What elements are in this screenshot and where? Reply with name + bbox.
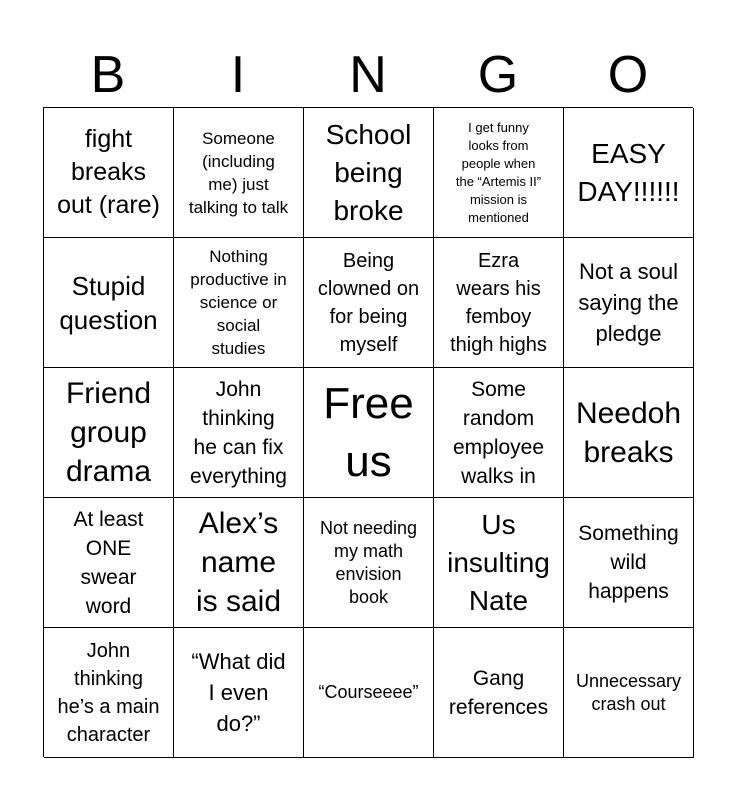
bingo-cell[interactable] — [434, 108, 564, 238]
bingo-cell[interactable] — [434, 238, 564, 368]
bingo-cell-text: Not needing my math envision book — [319, 517, 418, 607]
bingo-board — [43, 107, 693, 757]
free-space-text: Free us — [323, 378, 414, 486]
bingo-title — [43, 44, 693, 106]
bingo-cell[interactable] — [44, 498, 174, 628]
bingo-cell[interactable] — [174, 108, 304, 238]
bingo-cell[interactable] — [44, 108, 174, 238]
bingo-cell[interactable] — [174, 238, 304, 368]
bingo-cell-text: Unnecessary crash out — [575, 670, 682, 714]
bingo-cell[interactable] — [44, 628, 174, 758]
title-letter-o: O — [607, 46, 649, 104]
bingo-cell-text: Ezra wears his femboy thigh highs — [450, 249, 547, 356]
bingo-cell[interactable] — [174, 368, 304, 498]
bingo-cell[interactable] — [44, 238, 174, 368]
bingo-cell[interactable] — [304, 238, 434, 368]
bingo-cell-text: I get funny looks from people when the “Artemis II” mission is mentioned — [455, 119, 542, 225]
bingo-cell[interactable] — [174, 498, 304, 628]
bingo-cell-text: Something wild happens — [578, 522, 679, 603]
bingo-cell[interactable] — [564, 368, 694, 498]
bingo-cell-text: John thinking he can fix everything — [190, 377, 287, 488]
bingo-cell[interactable] — [434, 498, 564, 628]
bingo-cell-text: Someone (including me) just talking to talk — [188, 128, 289, 217]
title-letter-i: I — [230, 46, 246, 104]
bingo-cell-text: Us insulting Nate — [447, 508, 550, 616]
bingo-cell-text: Friend group drama — [65, 377, 152, 488]
bingo-cell-text: School being broke — [325, 118, 412, 226]
bingo-cell-text: EASY DAY!!!!!! — [577, 137, 680, 207]
bingo-cell[interactable] — [304, 498, 434, 628]
bingo-cell[interactable] — [564, 108, 694, 238]
bingo-cell-text: fight breaks out (rare) — [57, 125, 160, 219]
bingo-cell[interactable] — [304, 628, 434, 758]
bingo-cell[interactable] — [564, 628, 694, 758]
bingo-cell-text: Some random employee walks in — [452, 377, 545, 488]
bingo-cell-text: “What did I even do?” — [191, 649, 286, 736]
bingo-cell-text: “Courseeee” — [318, 682, 419, 702]
bingo-cell[interactable] — [434, 368, 564, 498]
bingo-cell-text: Being clowned on for being myself — [317, 249, 420, 356]
title-letter-n: N — [349, 46, 387, 104]
bingo-cell-text: Stupid question — [59, 270, 158, 335]
bingo-cell[interactable] — [44, 368, 174, 498]
bingo-cell-text: Not a soul saying the pledge — [578, 259, 679, 346]
bingo-cell[interactable] — [434, 628, 564, 758]
bingo-cell[interactable] — [304, 108, 434, 238]
bingo-cell[interactable] — [564, 498, 694, 628]
bingo-cell[interactable] — [174, 628, 304, 758]
bingo-cell-text: Alex’s name is said — [195, 507, 282, 618]
bingo-cell-text: At least ONE swear word — [73, 507, 144, 618]
title-letter-g: G — [477, 46, 519, 104]
bingo-cell-text: Nothing productive in science or social studies — [190, 247, 287, 358]
bingo-cell-text: Gang references — [448, 666, 549, 719]
title-letter-b: B — [90, 46, 126, 104]
bingo-cell[interactable] — [564, 238, 694, 368]
bingo-cell-text: Needoh breaks — [575, 396, 682, 469]
free-space-cell[interactable] — [304, 368, 434, 498]
bingo-cell-text: John thinking he’s a main character — [57, 639, 160, 746]
